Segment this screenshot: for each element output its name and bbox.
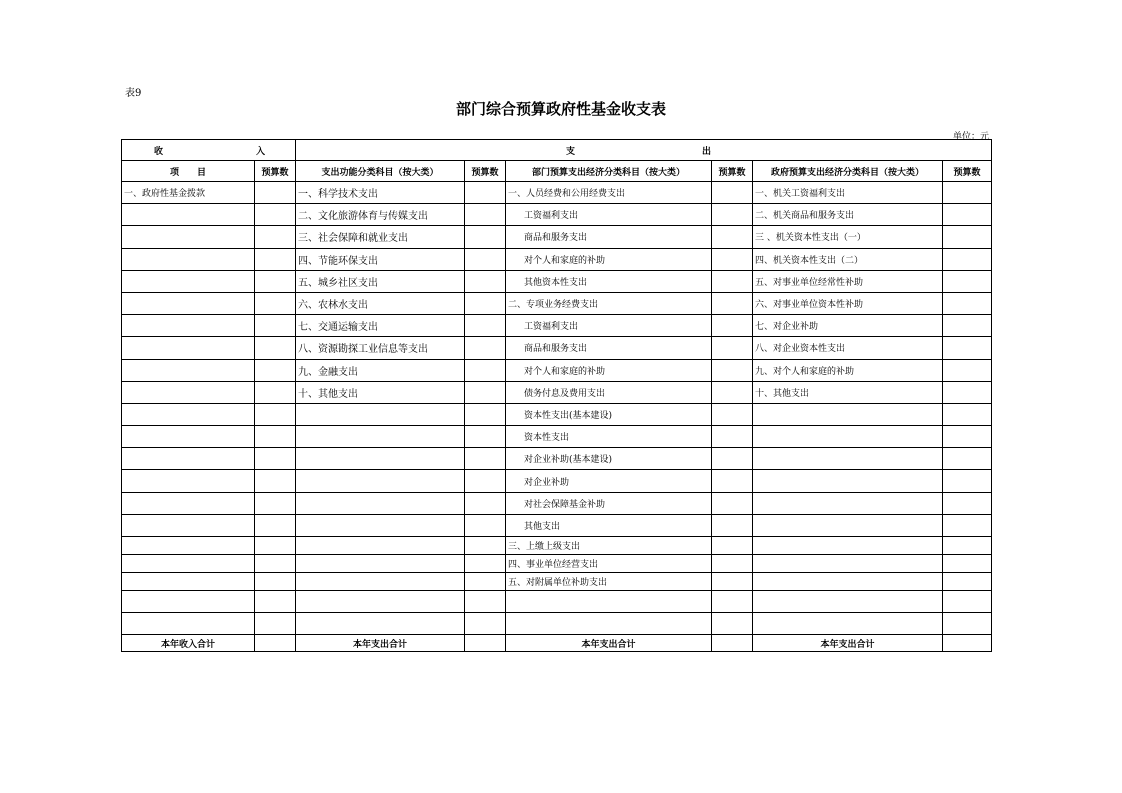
gov-econ-cell	[753, 470, 943, 492]
budget-cell-4	[943, 573, 992, 591]
gov-econ-cell	[753, 537, 943, 555]
budget-cell-4	[943, 403, 992, 425]
budget-cell-1	[255, 591, 296, 613]
income-total-value	[255, 635, 296, 652]
budget-cell-2	[465, 182, 506, 204]
dept-econ-cell: 工资福利支出	[506, 204, 712, 226]
budget-cell-4	[943, 591, 992, 613]
budget-cell-1	[255, 403, 296, 425]
budget-cell-3	[712, 492, 753, 514]
gov-econ-cell: 七、对企业补助	[753, 315, 943, 337]
col-header-budget-2: 预算数	[465, 161, 506, 182]
func-class-cell	[296, 514, 465, 536]
func-class-cell: 三、社会保障和就业支出	[296, 226, 465, 248]
budget-cell-1	[255, 555, 296, 573]
income-item-cell	[122, 514, 255, 536]
col-header-budget-1: 预算数	[255, 161, 296, 182]
budget-cell-3	[712, 248, 753, 270]
expense-label-right: 出	[702, 146, 712, 157]
page-title: 部门综合预算政府性基金收支表	[455, 100, 666, 118]
budget-cell-2	[465, 573, 506, 591]
income-item-cell	[122, 470, 255, 492]
budget-cell-4	[943, 426, 992, 448]
budget-cell-1	[255, 204, 296, 226]
income-item-cell: 一、政府性基金拨款	[122, 182, 255, 204]
table-row	[122, 613, 992, 635]
income-label-left: 收	[154, 146, 164, 157]
func-class-cell	[296, 492, 465, 514]
func-class-cell: 四、节能环保支出	[296, 248, 465, 270]
budget-cell-2	[465, 292, 506, 314]
budget-cell-3	[712, 204, 753, 226]
dept-econ-cell: 五、对附属单位补助支出	[506, 573, 712, 591]
budget-cell-1	[255, 514, 296, 536]
dept-econ-cell: 一、人员经费和公用经费支出	[506, 182, 712, 204]
budget-cell-4	[943, 613, 992, 635]
gov-econ-cell: 一、机关工资福利支出	[753, 182, 943, 204]
budget-cell-1	[255, 537, 296, 555]
budget-cell-2	[465, 492, 506, 514]
gov-econ-cell	[753, 573, 943, 591]
col-header-item: 项 目	[122, 161, 255, 182]
gov-econ-cell: 六、对事业单位资本性补助	[753, 292, 943, 314]
budget-cell-3	[712, 337, 753, 359]
func-class-cell	[296, 613, 465, 635]
budget-cell-2	[465, 248, 506, 270]
func-class-cell: 一、科学技术支出	[296, 182, 465, 204]
budget-cell-2	[465, 359, 506, 381]
budget-cell-2	[465, 514, 506, 536]
func-class-cell: 十、其他支出	[296, 381, 465, 403]
budget-cell-2	[465, 591, 506, 613]
gov-econ-cell: 九、对个人和家庭的补助	[753, 359, 943, 381]
gov-econ-cell	[753, 426, 943, 448]
gov-econ-cell: 二、机关商品和服务支出	[753, 204, 943, 226]
income-item-cell	[122, 359, 255, 381]
budget-cell-3	[712, 381, 753, 403]
func-class-cell	[296, 470, 465, 492]
dept-econ-cell: 工资福利支出	[506, 315, 712, 337]
budget-cell-4	[943, 337, 992, 359]
gov-econ-cell	[753, 448, 943, 470]
dept-total-value	[712, 635, 753, 652]
income-label-right: 入	[255, 146, 265, 157]
expense-section-header	[296, 140, 992, 161]
budget-cell-1	[255, 492, 296, 514]
func-class-cell	[296, 555, 465, 573]
table-row	[122, 359, 992, 381]
budget-cell-3	[712, 470, 753, 492]
func-class-cell: 七、交通运输支出	[296, 315, 465, 337]
dept-econ-cell: 对企业补助	[506, 470, 712, 492]
table-row	[122, 514, 992, 536]
budget-cell-2	[465, 470, 506, 492]
income-item-cell	[122, 426, 255, 448]
income-item-cell	[122, 248, 255, 270]
func-class-cell	[296, 426, 465, 448]
budget-cell-1	[255, 426, 296, 448]
income-item-cell	[122, 204, 255, 226]
budget-cell-3	[712, 359, 753, 381]
dept-econ-cell	[506, 613, 712, 635]
table-row	[122, 292, 992, 314]
budget-cell-4	[943, 315, 992, 337]
table-row	[122, 537, 992, 555]
table-row	[122, 270, 992, 292]
budget-cell-1	[255, 613, 296, 635]
dept-econ-cell: 资本性支出(基本建设)	[506, 403, 712, 425]
func-class-cell	[296, 591, 465, 613]
section-header-row	[122, 140, 992, 161]
budget-cell-4	[943, 514, 992, 536]
budget-cell-3	[712, 613, 753, 635]
budget-cell-2	[465, 403, 506, 425]
budget-cell-3	[712, 403, 753, 425]
budget-cell-2	[465, 448, 506, 470]
table-row	[122, 591, 992, 613]
table-row	[122, 182, 992, 204]
income-item-cell	[122, 591, 255, 613]
budget-cell-4	[943, 204, 992, 226]
budget-cell-4	[943, 555, 992, 573]
income-item-cell	[122, 381, 255, 403]
gov-total-label: 本年支出合计	[753, 635, 943, 652]
totals-row	[122, 635, 992, 652]
gov-econ-cell	[753, 514, 943, 536]
budget-cell-3	[712, 270, 753, 292]
budget-cell-1	[255, 448, 296, 470]
func-class-cell: 二、文化旅游体育与传媒支出	[296, 204, 465, 226]
dept-econ-cell: 其他支出	[506, 514, 712, 536]
dept-econ-cell	[506, 591, 712, 613]
budget-cell-1	[255, 182, 296, 204]
budget-cell-4	[943, 381, 992, 403]
col-header-budget-4: 预算数	[943, 161, 992, 182]
budget-cell-2	[465, 537, 506, 555]
income-item-cell	[122, 573, 255, 591]
budget-cell-2	[465, 226, 506, 248]
budget-cell-3	[712, 226, 753, 248]
table-row	[122, 448, 992, 470]
budget-cell-1	[255, 359, 296, 381]
table-row	[122, 492, 992, 514]
gov-econ-cell: 五、对事业单位经常性补助	[753, 270, 943, 292]
dept-econ-cell: 对个人和家庭的补助	[506, 359, 712, 381]
dept-econ-cell: 商品和服务支出	[506, 226, 712, 248]
dept-econ-cell: 对企业补助(基本建设)	[506, 448, 712, 470]
budget-cell-4	[943, 248, 992, 270]
income-item-cell	[122, 403, 255, 425]
func-class-cell: 九、金融支出	[296, 359, 465, 381]
income-item-cell	[122, 555, 255, 573]
budget-cell-1	[255, 337, 296, 359]
budget-cell-1	[255, 248, 296, 270]
col-header-dept-econ: 部门预算支出经济分类科目（按大类）	[506, 161, 712, 182]
budget-cell-3	[712, 591, 753, 613]
budget-cell-2	[465, 555, 506, 573]
budget-cell-3	[712, 426, 753, 448]
func-class-cell	[296, 448, 465, 470]
income-item-cell	[122, 315, 255, 337]
func-class-cell: 八、资源勘探工业信息等支出	[296, 337, 465, 359]
table-row	[122, 337, 992, 359]
gov-econ-cell: 十、其他支出	[753, 381, 943, 403]
budget-cell-3	[712, 514, 753, 536]
income-total-label: 本年收入合计	[122, 635, 255, 652]
budget-cell-2	[465, 613, 506, 635]
income-item-cell	[122, 270, 255, 292]
budget-cell-3	[712, 573, 753, 591]
budget-cell-1	[255, 381, 296, 403]
income-item-cell	[122, 613, 255, 635]
budget-cell-1	[255, 470, 296, 492]
func-class-cell	[296, 403, 465, 425]
table-row	[122, 248, 992, 270]
dept-econ-cell: 其他资本性支出	[506, 270, 712, 292]
dept-econ-cell: 对社会保障基金补助	[506, 492, 712, 514]
budget-cell-2	[465, 426, 506, 448]
func-class-cell	[296, 537, 465, 555]
table-row	[122, 426, 992, 448]
gov-econ-cell	[753, 555, 943, 573]
budget-cell-2	[465, 204, 506, 226]
budget-cell-4	[943, 292, 992, 314]
budget-cell-4	[943, 359, 992, 381]
dept-econ-cell: 资本性支出	[506, 426, 712, 448]
dept-econ-cell: 债务付息及费用支出	[506, 381, 712, 403]
budget-cell-3	[712, 315, 753, 337]
budget-cell-4	[943, 470, 992, 492]
gov-econ-cell: 八、对企业资本性支出	[753, 337, 943, 359]
budget-cell-1	[255, 573, 296, 591]
column-header-row	[122, 161, 992, 182]
gov-total-value	[943, 635, 992, 652]
income-item-cell	[122, 492, 255, 514]
gov-econ-cell	[753, 492, 943, 514]
budget-cell-4	[943, 448, 992, 470]
table-row	[122, 403, 992, 425]
table-row	[122, 555, 992, 573]
income-item-cell	[122, 337, 255, 359]
budget-cell-4	[943, 537, 992, 555]
income-item-cell	[122, 292, 255, 314]
col-header-budget-3: 预算数	[712, 161, 753, 182]
func-class-cell: 五、城乡社区支出	[296, 270, 465, 292]
dept-total-label: 本年支出合计	[506, 635, 712, 652]
budget-cell-2	[465, 270, 506, 292]
col-header-gov-econ: 政府预算支出经济分类科目（按大类）	[753, 161, 943, 182]
budget-cell-3	[712, 182, 753, 204]
table-row	[122, 315, 992, 337]
budget-cell-2	[465, 337, 506, 359]
table-row	[122, 573, 992, 591]
func-class-cell	[296, 573, 465, 591]
dept-econ-cell: 商品和服务支出	[506, 337, 712, 359]
dept-econ-cell: 三、上缴上级支出	[506, 537, 712, 555]
budget-cell-3	[712, 537, 753, 555]
table-row	[122, 226, 992, 248]
dept-econ-cell: 二、专项业务经费支出	[506, 292, 712, 314]
expense-label-left: 支	[566, 146, 576, 157]
budget-cell-3	[712, 555, 753, 573]
func-total-label: 本年支出合计	[296, 635, 465, 652]
table-row	[122, 470, 992, 492]
col-header-func-class: 支出功能分类科目（按大类）	[296, 161, 465, 182]
table-number: 表9	[125, 88, 142, 99]
budget-cell-3	[712, 448, 753, 470]
income-item-cell	[122, 537, 255, 555]
table-row	[122, 204, 992, 226]
func-class-cell: 六、农林水支出	[296, 292, 465, 314]
dept-econ-cell: 四、事业单位经营支出	[506, 555, 712, 573]
gov-econ-cell	[753, 613, 943, 635]
budget-cell-1	[255, 226, 296, 248]
budget-cell-1	[255, 270, 296, 292]
budget-cell-1	[255, 292, 296, 314]
income-item-cell	[122, 448, 255, 470]
budget-cell-2	[465, 381, 506, 403]
budget-table	[121, 139, 992, 652]
income-section-header	[122, 140, 296, 161]
dept-econ-cell: 对个人和家庭的补助	[506, 248, 712, 270]
budget-cell-2	[465, 315, 506, 337]
table-row	[122, 381, 992, 403]
income-item-cell	[122, 226, 255, 248]
gov-econ-cell: 三 、机关资本性支出（一）	[753, 226, 943, 248]
budget-cell-4	[943, 226, 992, 248]
budget-cell-1	[255, 315, 296, 337]
budget-cell-4	[943, 182, 992, 204]
gov-econ-cell: 四、机关资本性支出（二）	[753, 248, 943, 270]
func-total-value	[465, 635, 506, 652]
unit-label: 单位：元	[952, 132, 989, 142]
budget-cell-3	[712, 292, 753, 314]
gov-econ-cell	[753, 403, 943, 425]
gov-econ-cell	[753, 591, 943, 613]
budget-cell-4	[943, 492, 992, 514]
budget-cell-4	[943, 270, 992, 292]
